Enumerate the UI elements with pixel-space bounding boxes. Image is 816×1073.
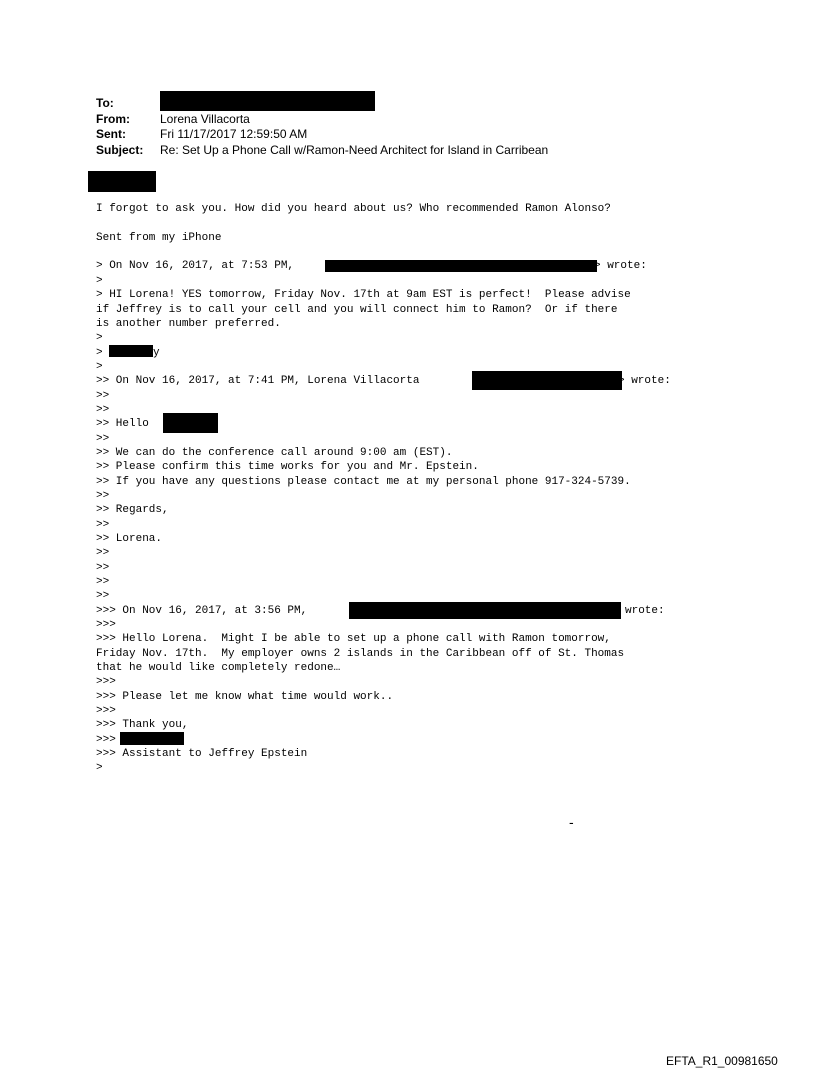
redaction-box-sender-3 xyxy=(349,602,621,619)
quote-line: >>> Thank you, xyxy=(96,719,189,731)
redaction-box-salutation xyxy=(88,171,156,192)
quote-line: >>> Assistant to Jeffrey Epstein xyxy=(96,748,308,760)
quote-line: >> If you have any questions please contact me at my personal phone 917-324-5739. xyxy=(96,476,631,488)
document-id: EFTA_R1_00981650 xyxy=(666,1054,778,1068)
quote-line: > On Nov 16, 2017, at 7:53 PM, xyxy=(96,260,295,272)
sent-label: Sent: xyxy=(96,127,126,141)
quote-line: >> Please confirm this time works for you and Mr. Epstein. xyxy=(96,461,479,473)
quote-line: >> On Nov 16, 2017, at 7:41 PM, Lorena Villacorta xyxy=(96,375,420,387)
quote-line: >>> xyxy=(96,705,116,717)
quote-line: >>> xyxy=(96,619,116,631)
redaction-box-name-2 xyxy=(163,413,218,433)
quote-line: > xyxy=(96,275,103,287)
quote-line-end: wrote: xyxy=(625,605,665,617)
quote-line-end: > wrote: xyxy=(594,260,647,272)
body-line: I forgot to ask you. How did you heard about us? Who recommended Ramon Alonso? xyxy=(96,203,611,215)
quote-line: that he would like completely redone… xyxy=(96,662,341,674)
quote-line: > HI Lorena! YES tomorrow, Friday Nov. 17th at 9am EST is perfect! Please advise xyxy=(96,289,631,301)
quote-line: >> xyxy=(96,390,110,402)
quote-line: > xyxy=(96,762,103,774)
redaction-box-to xyxy=(160,91,375,111)
sent-value: Fri 11/17/2017 12:59:50 AM xyxy=(160,127,308,141)
quote-line: >> Hello xyxy=(96,418,149,430)
quote-line: > xyxy=(96,332,103,344)
quote-line: >> xyxy=(96,590,110,602)
quote-line: >>> Please let me know what time would work.. xyxy=(96,691,394,703)
subject-value: Re: Set Up a Phone Call w/Ramon-Need Architect for Island in Carribean xyxy=(160,143,549,157)
quote-line: >>> xyxy=(96,676,116,688)
quote-line: >> xyxy=(96,576,110,588)
stray-dash: - xyxy=(569,814,574,830)
to-label: To: xyxy=(96,96,114,110)
redaction-box-signature-1 xyxy=(109,345,153,357)
quote-line-end: y xyxy=(153,347,160,359)
redaction-box-sender-1 xyxy=(325,260,597,272)
quote-line: >>> Hello Lorena. Might I be able to set up a phone call with Ramon tomorrow, xyxy=(96,633,611,645)
quote-line-end: > wrote: xyxy=(618,375,671,387)
quote-line: >> xyxy=(96,547,110,559)
quote-line: Friday Nov. 17th. My employer owns 2 islands in the Caribbean off of St. Thomas xyxy=(96,648,625,660)
quote-line: >> Regards, xyxy=(96,504,169,516)
quote-line: >> xyxy=(96,404,110,416)
quote-line: >> xyxy=(96,519,110,531)
quote-line: is another number preferred. xyxy=(96,318,281,330)
quote-line: >> xyxy=(96,490,110,502)
quote-line: >> We can do the conference call around 9:00 am (EST). xyxy=(96,447,453,459)
subject-label: Subject: xyxy=(96,143,144,157)
quote-line: >> Lorena. xyxy=(96,533,163,545)
redaction-box-email-2 xyxy=(472,371,622,390)
quote-line: > xyxy=(96,347,103,359)
quote-line: >> xyxy=(96,433,110,445)
redaction-box-signature-3 xyxy=(120,732,184,745)
quote-line: >>> On Nov 16, 2017, at 3:56 PM, xyxy=(96,605,308,617)
from-label: From: xyxy=(96,112,130,126)
quote-line: >> xyxy=(96,562,110,574)
quote-line: if Jeffrey is to call your cell and you will connect him to Ramon? Or if there xyxy=(96,304,618,316)
quote-line: > xyxy=(96,361,103,373)
from-value: Lorena Villacorta xyxy=(160,112,250,126)
quote-line: >>> xyxy=(96,734,116,746)
body-line: Sent from my iPhone xyxy=(96,232,222,244)
